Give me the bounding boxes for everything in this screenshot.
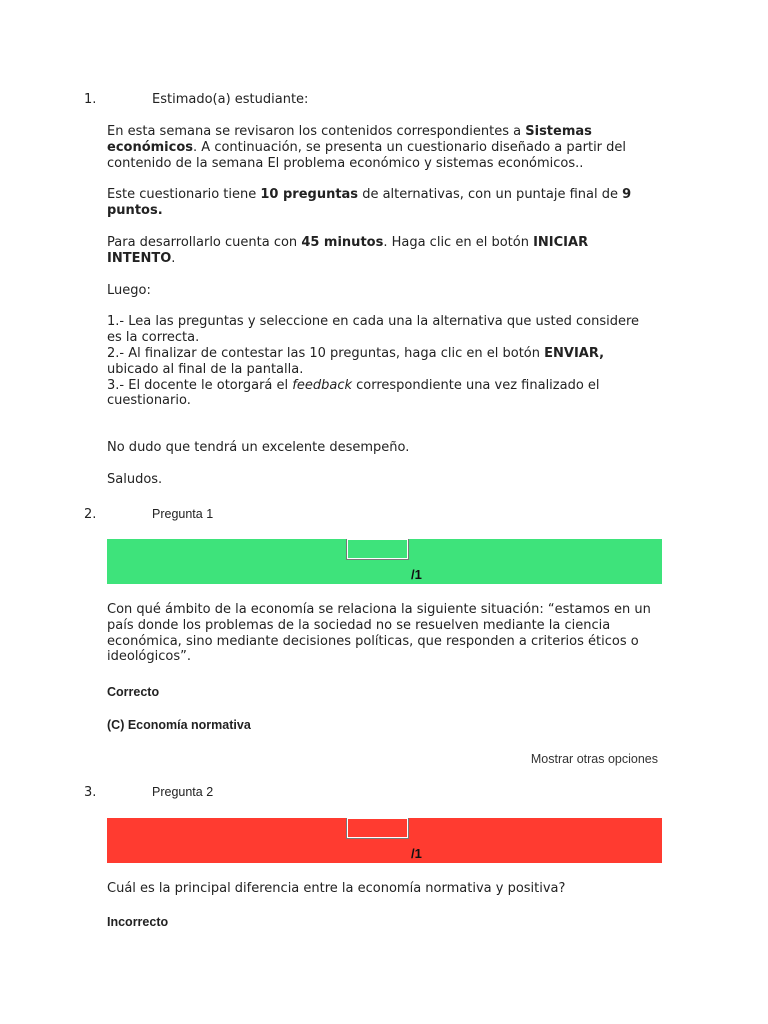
intro-paragraph-2 bbox=[107, 187, 652, 219]
q1-status: Correcto bbox=[107, 685, 160, 699]
q1-more-options-link[interactable]: Mostrar otras opciones bbox=[530, 752, 658, 766]
intro-p2-text-a: Este cuestionario tiene bbox=[107, 187, 261, 203]
intro-step3-italic: feedback bbox=[292, 377, 352, 393]
intro-step-1: 1.- Lea las preguntas y seleccione en cada una la alternativa que usted considere es la correcta. bbox=[107, 314, 640, 346]
intro-p2-text-c: de alternativas, con un puntaje final de bbox=[358, 187, 623, 203]
q2-score-max: /1 bbox=[411, 846, 422, 861]
item-title-2: Pregunta 1 bbox=[152, 507, 214, 521]
intro-p3-bold-minutes: 45 minutos bbox=[301, 234, 384, 250]
intro-p3-bold-button: INICIAR INTENTO bbox=[107, 234, 589, 266]
intro-step3-text-c: correspondiente una vez finalizado el cuestionario. bbox=[107, 377, 600, 409]
q2-score-bar bbox=[107, 818, 662, 863]
intro-paragraph-4: Luego: bbox=[107, 282, 151, 298]
item-number-3: 3. bbox=[84, 785, 97, 800]
intro-p3-text-a: Para desarrollarlo cuenta con bbox=[107, 234, 302, 250]
intro-step2-text-a: 2.- Al finalizar de contestar las 10 preguntas, haga clic en el botón bbox=[107, 345, 545, 361]
item-title-1: Estimado(a) estudiante: bbox=[152, 92, 309, 107]
intro-paragraph-3 bbox=[107, 235, 652, 267]
intro-step2-text-c: ubicado al final de la pantalla. bbox=[107, 361, 304, 377]
q2-question: Cuál es la principal diferencia entre la economía normativa y positiva? bbox=[107, 881, 566, 896]
intro-step3-text-a: 3.- El docente le otorgará el bbox=[107, 377, 293, 393]
intro-p3-text-c: . Haga clic en el botón bbox=[383, 234, 534, 250]
intro-p2-bold-questions: 10 preguntas bbox=[260, 187, 359, 203]
q2-score-input[interactable] bbox=[346, 818, 409, 839]
q1-answer: (C) Economía normativa bbox=[107, 718, 251, 732]
q1-score-input[interactable] bbox=[346, 539, 409, 560]
q2-status: Incorrecto bbox=[107, 915, 169, 929]
intro-p2-bold-points: 9 puntos. bbox=[107, 187, 632, 219]
q1-score-bar bbox=[107, 539, 662, 584]
intro-section bbox=[107, 124, 652, 488]
intro-p1-text-c: . A continuación, se presenta un cuestionario diseñado a partir del contenido de la semana El problema económico y sistemas económicos.. bbox=[107, 139, 627, 171]
intro-step2-bold: ENVIAR, bbox=[544, 345, 605, 361]
q1-question: Con qué ámbito de la economía se relaciona la siguiente situación: “estamos en un país donde los problemas de la sociedad no se resuelven mediante la ciencia económica, sino mediante decisiones políticas, que responden a criterios éticos o ideológicos”. bbox=[107, 602, 651, 665]
item-number-1: 1. bbox=[84, 92, 97, 107]
intro-p3-text-e: . bbox=[171, 250, 176, 266]
intro-p1-bold: Sistemas económicos bbox=[107, 124, 592, 155]
intro-p1-text-a: En esta semana se revisaron los contenidos correspondientes a bbox=[107, 124, 526, 139]
intro-paragraph-1 bbox=[107, 124, 652, 171]
intro-closing: No dudo que tendrá un excelente desempeño. bbox=[107, 440, 410, 456]
q1-score-max: /1 bbox=[411, 567, 422, 582]
intro-greeting: Saludos. bbox=[107, 471, 163, 487]
intro-step-2 bbox=[107, 346, 652, 378]
item-title-3: Pregunta 2 bbox=[152, 785, 214, 799]
intro-step-3 bbox=[107, 378, 652, 410]
item-number-2: 2. bbox=[84, 507, 97, 522]
